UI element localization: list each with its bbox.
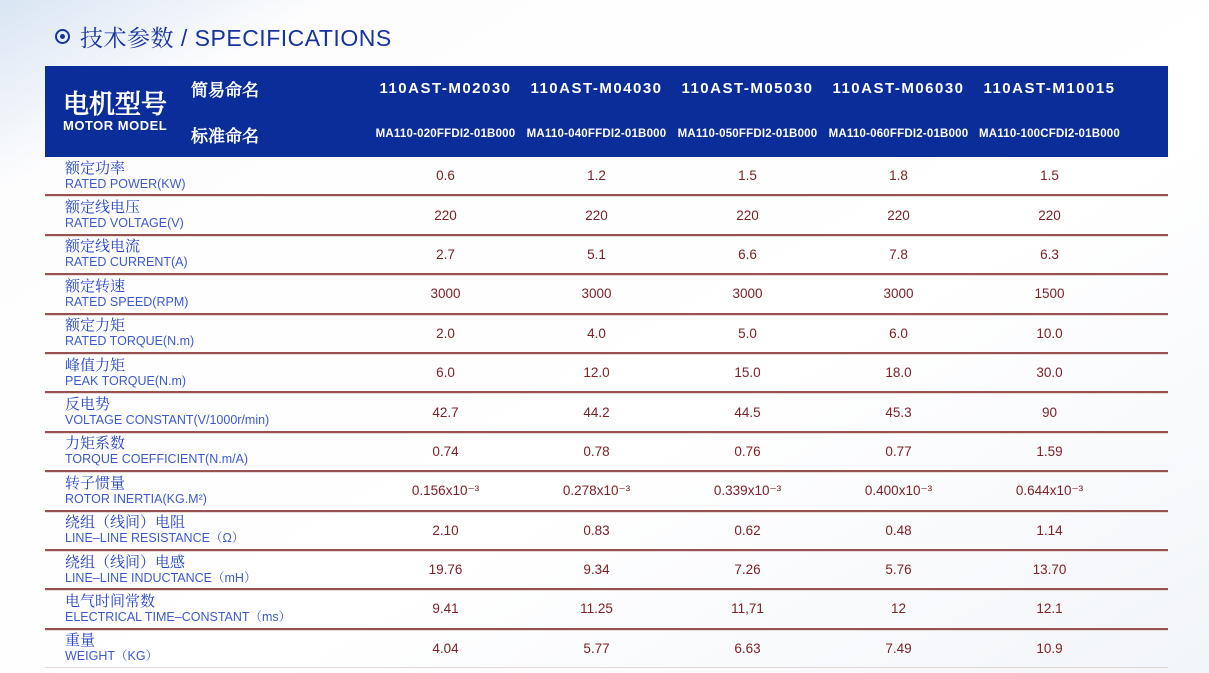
value-cell: 3000 [732,286,763,302]
value-cell: 10.0 [1036,325,1063,341]
value-cell: 45.3 [885,404,912,420]
row-label-zh: 转子惯量 [65,474,126,492]
model-simple-name: 110AST-M06030 [832,80,965,98]
row-label-zh: 绕组（线间）电阻 [65,514,186,532]
table-row [45,433,1168,472]
value-cell: 0.78 [583,443,610,459]
value-cell: 42.7 [432,404,459,420]
model-simple-name: 110AST-M02030 [379,80,512,98]
row-label-en: RATED SPEED(RPM) [65,294,189,309]
value-cell: 9.34 [583,562,610,578]
row-label [45,433,370,470]
value-cell: 6.63 [734,640,761,656]
value-cell: 0.83 [583,522,610,538]
value-cell: 0.62 [734,522,761,538]
value-cell: 90 [1041,404,1058,420]
model-column [521,66,672,157]
value-cell: 6.3 [1040,246,1059,262]
row-label-en: ROTOR INERTIA(KG.M²) [65,491,207,506]
value-cell: 2.7 [436,246,455,262]
row-label-zh: 绕组（线间）电感 [65,553,186,571]
row-label [45,157,370,194]
value-cell: 9.41 [432,601,459,617]
value-cell: 3000 [883,286,914,302]
row-label [45,354,370,391]
value-cell: 0.339x10⁻³ [713,482,782,498]
value-cell: 11,71 [731,601,764,617]
value-cell: 1.59 [1036,443,1063,459]
row-label-zh: 额定力矩 [65,317,126,335]
model-simple-name: 110AST-M10015 [983,80,1116,98]
row-label-en: RATED CURRENT(A) [65,255,188,270]
table-row [45,315,1168,354]
value-cell: 0.400x10⁻³ [864,482,933,498]
value-cell: 5.77 [583,640,610,656]
value-cell: 11.25 [580,601,613,617]
value-cell: 5.0 [738,325,757,341]
table-header [45,66,1168,157]
value-cell: 44.2 [583,404,610,420]
row-label-zh: 力矩系数 [65,435,126,453]
row-label [45,590,370,627]
table-row [45,551,1168,590]
value-cell: 44.5 [734,404,761,420]
model-column [370,66,521,157]
value-cell: 0.77 [885,443,912,459]
model-column [672,66,823,157]
row-label-en: LINE–LINE RESISTANCE（Ω） [65,531,245,546]
table-row [45,472,1168,511]
row-filler [1125,393,1168,430]
row-filler [1125,590,1168,627]
row-label [45,393,370,430]
simple-name-label: 简易命名 [191,81,259,101]
row-filler [1125,196,1168,233]
value-cell: 1.8 [889,168,908,184]
circled-dot-icon [55,29,70,44]
value-cell: 1.2 [587,168,606,184]
model-standard-name: MA110-020FFDI2-01B000 [375,128,516,141]
row-label [45,315,370,352]
value-cell: 220 [887,207,910,223]
value-cell: 0.6 [436,168,455,184]
value-cell: 3000 [430,286,461,302]
model-column [974,66,1125,157]
value-cell: 6.6 [738,246,757,262]
value-cell: 0.74 [432,443,459,459]
motor-model-block [63,90,175,133]
table-row [45,590,1168,629]
model-standard-name: MA110-060FFDI2-01B000 [828,128,969,141]
value-cell: 7.8 [889,246,908,262]
row-label [45,551,370,588]
row-label-zh: 额定线电流 [65,238,141,256]
page-title-text: 技术参数 / SPECIFICATIONS [80,25,392,51]
row-filler [1125,630,1168,667]
value-cell: 18.0 [885,365,912,381]
row-label-en: RATED VOLTAGE(V) [65,216,184,231]
value-cell: 6.0 [889,325,908,341]
row-label-en: LINE–LINE INDUCTANCE（mH） [65,570,257,585]
table-row [45,196,1168,235]
table-row [45,393,1168,432]
row-filler [1125,472,1168,509]
page-title [55,20,392,53]
value-cell: 30.0 [1036,365,1063,381]
value-cell: 2.10 [432,522,459,538]
row-label [45,236,370,273]
value-cell: 6.0 [436,365,455,381]
row-label-zh: 重量 [65,632,96,650]
motor-model-label-zh: 电机型号 [63,89,168,119]
value-cell: 2.0 [436,325,455,341]
row-label [45,512,370,549]
row-label-en: RATED TORQUE(N.m) [65,334,195,349]
row-label [45,472,370,509]
row-filler [1125,354,1168,391]
value-cell: 12.0 [583,365,610,381]
row-label [45,196,370,233]
row-label-en: PEAK TORQUE(N.m) [65,373,187,388]
row-filler [1125,236,1168,273]
row-label-en: ELECTRICAL TIME–CONSTANT（ms） [65,609,292,624]
row-filler [1125,275,1168,312]
value-cell: 7.49 [885,640,912,656]
row-label-en: RATED POWER(KW) [65,176,186,191]
model-standard-name: MA110-040FFDI2-01B000 [526,128,667,141]
value-cell: 220 [1038,207,1061,223]
row-filler [1125,551,1168,588]
row-filler [1125,512,1168,549]
value-cell: 0.156x10⁻³ [411,482,480,498]
row-label-zh: 反电势 [65,396,111,414]
value-cell: 4.0 [587,325,606,341]
table-row [45,512,1168,551]
row-filler [1125,315,1168,352]
naming-labels [191,66,259,157]
value-cell: 0.644x10⁻³ [1015,482,1084,498]
row-label [45,630,370,667]
table-body [45,157,1168,668]
value-cell: 220 [434,207,457,223]
row-label-zh: 额定功率 [65,159,126,177]
value-cell: 0.278x10⁻³ [562,482,631,498]
value-cell: 5.1 [587,246,606,262]
standard-name-label: 标准命名 [191,126,259,146]
row-filler [1125,157,1168,194]
value-cell: 0.76 [734,443,761,459]
value-cell: 220 [585,207,608,223]
row-label-zh: 电气时间常数 [65,592,156,610]
value-cell: 15.0 [734,365,761,381]
table-row [45,275,1168,314]
value-cell: 1.14 [1036,522,1063,538]
value-cell: 19.76 [428,562,463,578]
value-cell: 1.5 [1040,168,1059,184]
row-label-en: WEIGHT（KG） [65,649,159,664]
value-cell: 5.76 [885,562,912,578]
value-cell: 3000 [581,286,612,302]
value-cell: 10.9 [1036,640,1063,656]
model-standard-name: MA110-050FFDI2-01B000 [677,128,818,141]
model-column [823,66,974,157]
model-standard-name: MA110-100CFDI2-01B000 [979,128,1120,141]
row-label-zh: 额定线电压 [65,199,141,217]
row-label-en: VOLTAGE CONSTANT(V/1000r/min) [65,413,270,428]
value-cell: 4.04 [432,640,459,656]
value-cell: 12 [890,601,907,617]
model-simple-name: 110AST-M05030 [681,80,814,98]
value-cell: 220 [736,207,759,223]
table-row [45,630,1168,668]
specifications-table [45,66,1168,668]
row-label-en: TORQUE COEFFICIENT(N.m/A) [65,452,249,467]
value-cell: 13.70 [1032,562,1067,578]
row-filler [1125,433,1168,470]
table-row [45,157,1168,196]
row-label-zh: 额定转速 [65,277,126,295]
value-cell: 1500 [1034,286,1065,302]
header-label-cell [45,66,370,157]
table-row [45,354,1168,393]
row-label [45,275,370,312]
value-cell: 1.5 [738,168,757,184]
table-row [45,236,1168,275]
value-cell: 0.48 [885,522,912,538]
value-cell: 7.26 [734,562,761,578]
motor-model-label-en: MOTOR MODEL [63,118,168,133]
model-simple-name: 110AST-M04030 [530,80,663,98]
row-label-zh: 峰值力矩 [65,356,126,374]
value-cell: 12.1 [1036,601,1063,617]
